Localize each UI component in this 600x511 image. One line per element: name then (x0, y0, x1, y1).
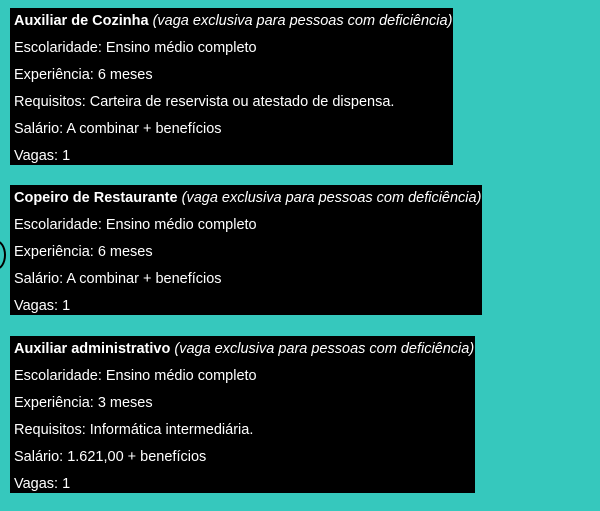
job-openings: Vagas: 1 (14, 476, 71, 492)
job-salary: Salário: A combinar + benefícios (14, 271, 222, 287)
job-requirements: Requisitos: Carteira de reservista ou atestado de dispensa. (14, 94, 395, 110)
job-title: Auxiliar de Cozinha (14, 13, 149, 29)
job-experience: Experiência: 3 meses (14, 395, 153, 411)
job-education: Escolaridade: Ensino médio completo (14, 217, 257, 233)
job-note: (vaga exclusiva para pessoas com deficiência) (152, 13, 453, 29)
job-education: Escolaridade: Ensino médio completo (14, 40, 257, 56)
job-requirements: Requisitos: Informática intermediária. (14, 422, 254, 438)
job-openings: Vagas: 1 (14, 298, 71, 314)
job-listing (10, 8, 453, 165)
job-header (14, 12, 452, 30)
side-circle-decoration (0, 240, 6, 270)
job-note: (vaga exclusiva para pessoas com deficiência) (174, 341, 475, 357)
job-listing (10, 336, 475, 493)
job-title: Copeiro de Restaurante (14, 190, 178, 206)
job-header (14, 189, 481, 207)
job-experience: Experiência: 6 meses (14, 67, 153, 83)
job-header (14, 340, 474, 358)
job-title: Auxiliar administrativo (14, 341, 171, 357)
job-salary: Salário: A combinar + benefícios (14, 121, 222, 137)
job-experience: Experiência: 6 meses (14, 244, 153, 260)
job-note: (vaga exclusiva para pessoas com deficiência) (181, 190, 482, 206)
job-salary: Salário: 1.621,00 + benefícios (14, 449, 207, 465)
job-openings: Vagas: 1 (14, 148, 71, 164)
job-education: Escolaridade: Ensino médio completo (14, 368, 257, 384)
job-listing (10, 185, 482, 315)
